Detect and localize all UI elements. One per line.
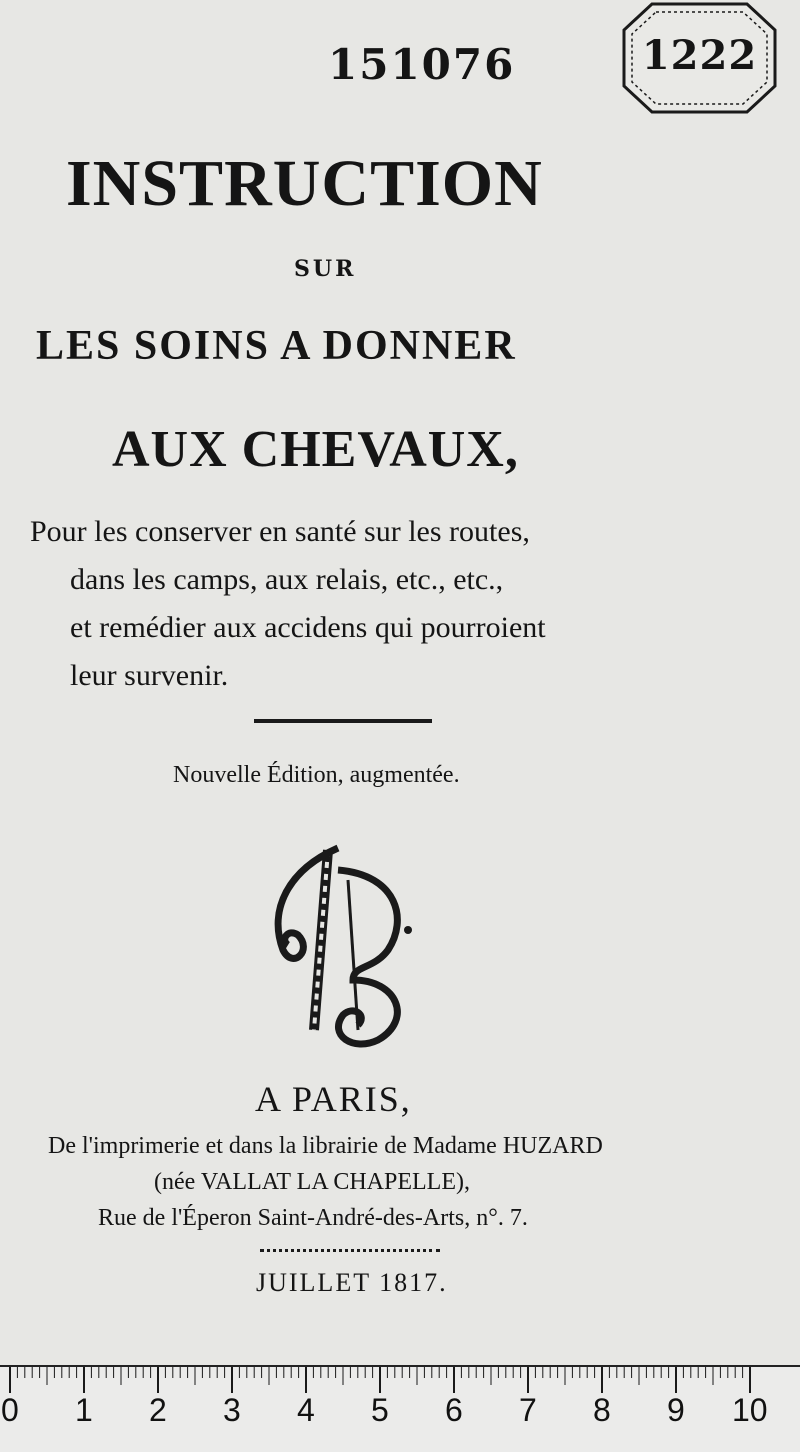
title-line-2: AUX CHEVAUX, bbox=[112, 421, 519, 478]
imprint-place: A PARIS, bbox=[255, 1079, 412, 1119]
ruler-label: 10 bbox=[732, 1392, 768, 1428]
ruler-label: 1 bbox=[75, 1392, 93, 1428]
ruler-label: 6 bbox=[445, 1392, 463, 1428]
edition-note: Nouvelle Édition, augmentée. bbox=[173, 762, 460, 788]
ruler-label: 3 bbox=[223, 1392, 241, 1428]
description-line: dans les camps, aux relais, etc., etc., bbox=[70, 563, 504, 596]
title-line-1: LES SOINS A DONNER bbox=[36, 323, 517, 369]
description bbox=[30, 508, 650, 700]
description-line: leur survenir. bbox=[70, 659, 229, 692]
imprint-line: Rue de l'Éperon Saint-André-des-Arts, n°. 7. bbox=[98, 1205, 528, 1231]
imprint-line: (née VALLAT LA CHAPELLE), bbox=[154, 1169, 470, 1195]
title-connector: SUR bbox=[294, 256, 357, 282]
publication-date: JUILLET 1817. bbox=[256, 1268, 448, 1297]
description-line: et remédier aux accidens qui pourroient bbox=[70, 611, 546, 644]
imprint-line: De l'imprimerie et dans la librairie de Madame HUZARD bbox=[48, 1133, 603, 1159]
ruler-label: 5 bbox=[371, 1392, 389, 1428]
divider-rule bbox=[254, 719, 432, 723]
ruler-label: 9 bbox=[667, 1392, 685, 1428]
ruler-label: 0 bbox=[1, 1392, 19, 1428]
imprint-details bbox=[48, 1128, 603, 1236]
description-line: Pour les conserver en santé sur les routes, bbox=[30, 515, 530, 548]
catalog-number: 151076 bbox=[328, 40, 516, 89]
stamp-number: 1222 bbox=[641, 32, 758, 79]
ruler-label: 7 bbox=[519, 1392, 537, 1428]
ruler-labels bbox=[0, 1392, 800, 1442]
ruler-label: 2 bbox=[149, 1392, 167, 1428]
dotted-divider bbox=[260, 1249, 440, 1252]
library-stamp bbox=[622, 2, 777, 114]
ruler-label: 8 bbox=[593, 1392, 611, 1428]
ruler-label: 4 bbox=[297, 1392, 315, 1428]
title-main: INSTRUCTION bbox=[66, 147, 543, 220]
monogram-ornament-icon bbox=[258, 840, 418, 1050]
